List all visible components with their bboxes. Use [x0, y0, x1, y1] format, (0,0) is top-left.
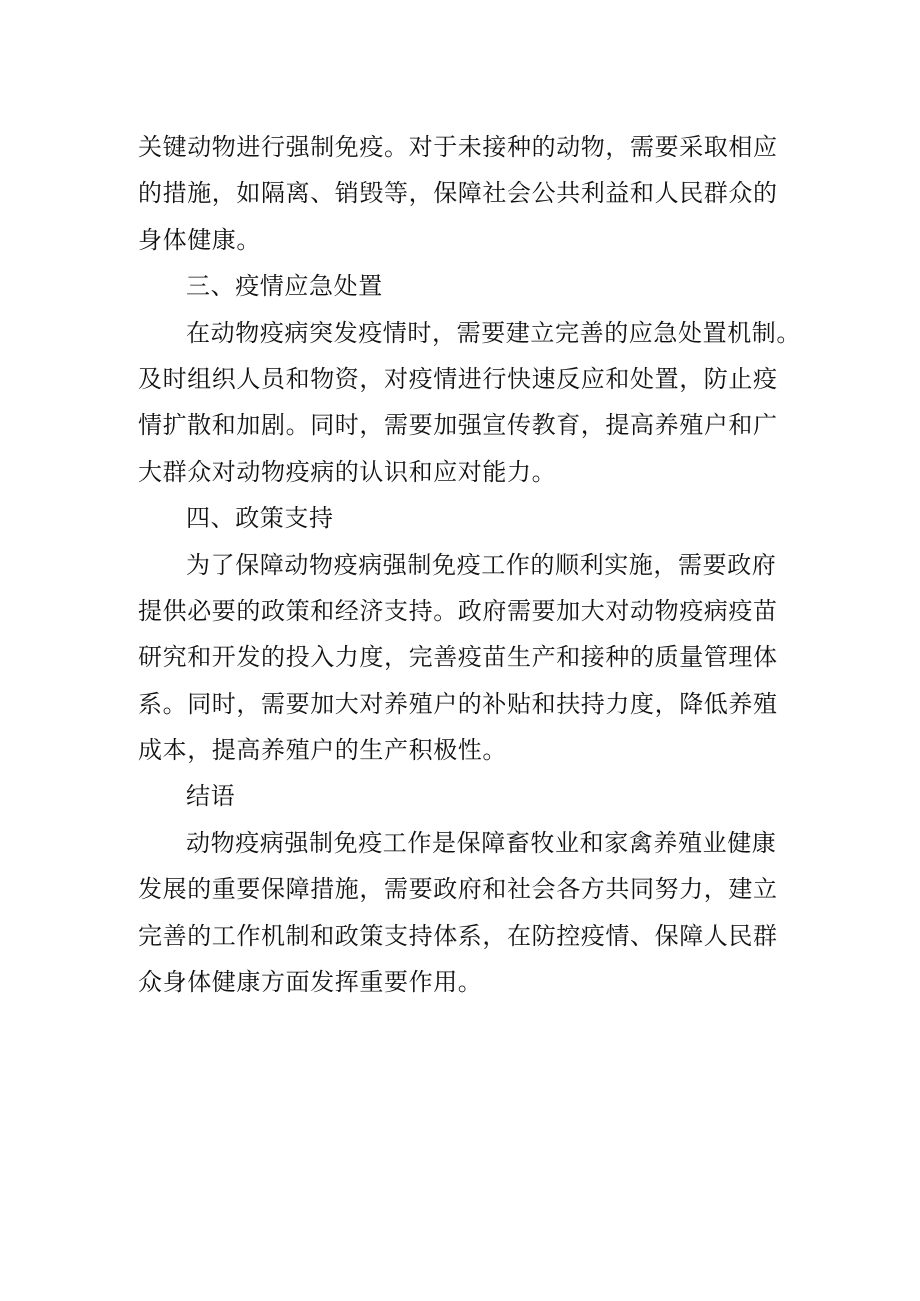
paragraph-line: 身体健康。	[138, 225, 261, 254]
paragraph-line: 完善的工作机制和政策支持体系，在防控疫情、保障人民群	[138, 921, 778, 950]
paragraph-line: 提供必要的政策和经济支持。政府需要加大对动物疫病疫苗	[138, 596, 778, 625]
paragraph-line: 关键动物进行强制免疫。对于未接种的动物，需要采取相应	[138, 133, 778, 161]
paragraph-line: 在动物疫病突发疫情时，需要建立完善的应急处置机制。	[186, 318, 801, 347]
paragraph-line: 情扩散和加剧。同时，需要加强宣传教育，提高养殖户和广	[138, 411, 778, 440]
section-heading: 结语	[186, 782, 236, 811]
paragraph-line: 成本，提高养殖户的生产积极性。	[138, 736, 507, 765]
paragraph-line: 研究和开发的投入力度，完善疫苗生产和接种的质量管理体	[138, 643, 778, 672]
document-body	[138, 124, 801, 1005]
paragraph-line: 大群众对动物疫病的认识和应对能力。	[138, 457, 557, 486]
paragraph-line: 发展的重要保障措施，需要政府和社会各方共同努力，建立	[138, 875, 778, 904]
section-heading: 三、疫情应急处置	[186, 272, 383, 301]
paragraph-line: 的措施，如隔离、销毁等，保障社会公共利益和人民群众的	[138, 179, 778, 208]
paragraph-line: 动物疫病强制免疫工作是保障畜牧业和家禽养殖业健康	[186, 828, 777, 857]
paragraph-line: 系。同时，需要加大对养殖户的补贴和扶持力度，降低养殖	[138, 689, 778, 718]
section-heading: 四、政策支持	[186, 504, 334, 533]
paragraph-line: 为了保障动物疫病强制免疫工作的顺利实施，需要政府	[186, 550, 777, 579]
paragraph-line: 众身体健康方面发挥重要作用。	[138, 968, 483, 997]
paragraph-line: 及时组织人员和物资，对疫情进行快速反应和处置，防止疫	[138, 364, 778, 393]
